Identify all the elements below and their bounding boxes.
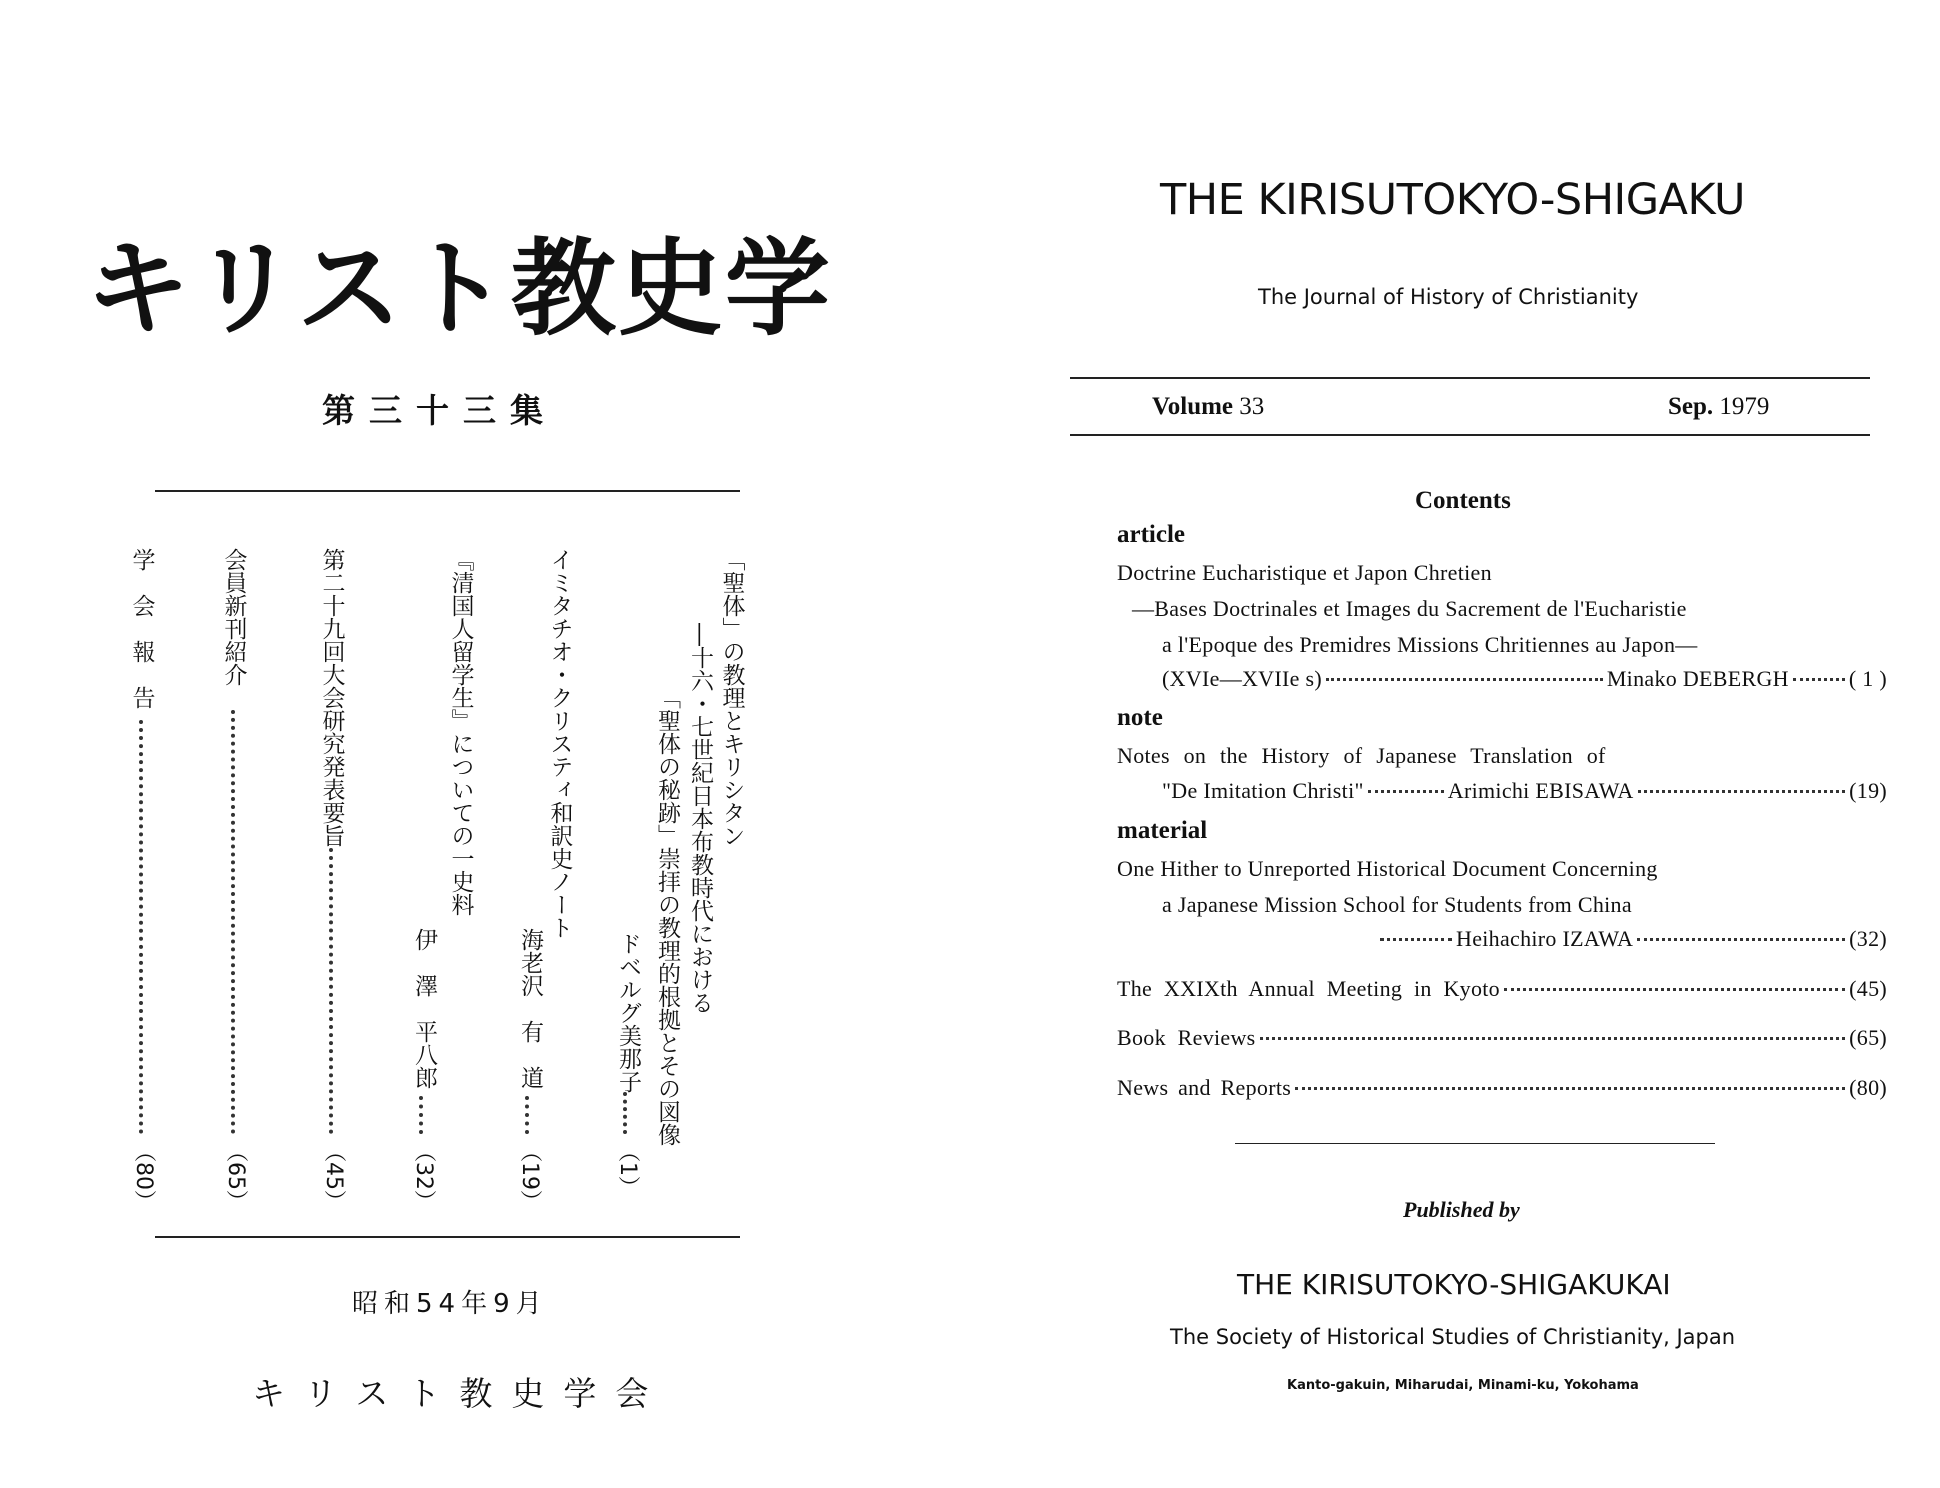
material-author: Heihachiro IZAWA bbox=[1456, 926, 1634, 951]
toc-leader bbox=[1504, 988, 1845, 991]
toc-entry-1-subtitle-2: 「聖体の秘跡」崇拝の教理的根拠とその図像 bbox=[654, 686, 680, 1146]
publication-date-jp: 昭和54年9月 bbox=[352, 1289, 548, 1319]
publisher-address: Kanto-gakuin, Miharudai, Minami-ku, Yokohama bbox=[1287, 1378, 1639, 1393]
note-title-line2: "De Imitation Christi" bbox=[1162, 778, 1364, 803]
publisher-society: The Society of Historical Studies of Christianity, Japan bbox=[1170, 1325, 1736, 1349]
toc-entry-6-title: 学 会 報 告 bbox=[128, 548, 155, 709]
toc-entry-book-reviews: Book Reviews (65) bbox=[1117, 1025, 1887, 1050]
toc-entry-6-page: （80） bbox=[131, 1140, 156, 1212]
note-page: (19) bbox=[1849, 778, 1887, 803]
journal-subtitle-en: The Journal of History of Christianity bbox=[1258, 285, 1639, 309]
material-title-line2: a Japanese Mission School for Students from China bbox=[1162, 892, 1632, 917]
toc-leader bbox=[623, 1092, 627, 1134]
toc-entry-1-subtitle-1: ―十六・七世紀日本布教時代における bbox=[687, 623, 713, 1014]
article-title-line4: (XVIe―XVIIe s) bbox=[1162, 666, 1322, 691]
published-by-label: Published by bbox=[1403, 1197, 1520, 1222]
note-toc-line bbox=[1162, 778, 1887, 804]
note-author: Arimichi EBISAWA bbox=[1447, 778, 1634, 803]
section-article: article bbox=[1117, 521, 1186, 548]
toc-leader bbox=[1295, 1087, 1845, 1090]
article-author: Minako DEBERGH bbox=[1606, 666, 1789, 691]
toc-entry-2-title: イミタチオ・クリスティ和訳史ノート bbox=[546, 548, 573, 939]
toc-leader bbox=[419, 1096, 423, 1134]
contents-heading: Contents bbox=[1415, 487, 1511, 514]
issue-date: Sep. 1979 bbox=[1668, 393, 1770, 420]
toc-leader bbox=[1380, 938, 1452, 941]
toc-leader bbox=[1260, 1037, 1846, 1040]
toc-leader bbox=[1793, 678, 1845, 681]
toc-entry-3-page: （32） bbox=[411, 1140, 436, 1212]
toc-entry-1-title: 「聖体」の教理とキリシタン bbox=[718, 548, 745, 847]
publisher-jp: キリスト教史学会 bbox=[252, 1374, 668, 1413]
toc-leader bbox=[1638, 790, 1846, 793]
toc-entry-3-title: 『清国人留学生』についての一史料 bbox=[447, 548, 474, 916]
toc-leader bbox=[231, 710, 235, 1134]
section-note: note bbox=[1117, 704, 1163, 731]
divider-top bbox=[1070, 377, 1870, 379]
journal-title-jp: キリスト教史学 bbox=[85, 228, 832, 350]
volume-number-jp: 第三十三集 bbox=[322, 391, 557, 430]
toc-leader bbox=[1326, 678, 1603, 681]
toc-entry-1-author: ドベルグ美那子 bbox=[615, 932, 641, 1093]
publisher-name: THE KIRISUTOKYO-SHIGAKUKAI bbox=[1237, 1268, 1671, 1301]
material-page: (32) bbox=[1849, 926, 1887, 951]
toc-leader bbox=[1637, 938, 1845, 941]
note-title-line1: Notes on the History of Japanese Translation of bbox=[1117, 743, 1606, 768]
divider-short bbox=[1235, 1143, 1715, 1144]
toc-entry-4-title: 第二十九回大会研究発表要旨 bbox=[318, 548, 345, 847]
journal-title-en: THE KIRISUTOKYO-SHIGAKU bbox=[1160, 175, 1745, 225]
article-title-line2: ―Bases Doctrinales et Images du Sacrement de l'Eucharistie bbox=[1132, 596, 1687, 621]
article-title-line3: a l'Epoque des Premidres Missions Chritiennes au Japon― bbox=[1162, 632, 1698, 657]
article-title-line1: Doctrine Eucharistique et Japon Chretien bbox=[1117, 560, 1492, 585]
toc-entry-3-author: 伊 澤 平八郎 bbox=[411, 928, 437, 1089]
article-page: ( 1 ) bbox=[1848, 666, 1887, 691]
material-toc-line bbox=[1380, 926, 1887, 952]
material-title-line1: One Hither to Unreported Historical Document Concerning bbox=[1117, 856, 1658, 881]
toc-entry-annual-meeting: The XXIXth Annual Meeting in Kyoto (45) bbox=[1117, 976, 1887, 1001]
toc-entry-5-page: （65） bbox=[223, 1140, 248, 1212]
toc-leader bbox=[525, 1096, 529, 1134]
toc-leader bbox=[139, 720, 143, 1134]
toc-entry-2-page: （19） bbox=[517, 1140, 542, 1212]
toc-leader bbox=[1368, 790, 1444, 793]
english-cover-page bbox=[1040, 0, 1940, 1488]
toc-entry-news-reports: News and Reports (80) bbox=[1117, 1075, 1887, 1100]
toc-entry-5-title: 会員新刊紹介 bbox=[220, 548, 247, 686]
japanese-cover-page bbox=[0, 0, 960, 1488]
toc-leader bbox=[329, 848, 333, 1134]
toc-entry-1-page: （1） bbox=[615, 1140, 640, 1198]
divider-bottom bbox=[1070, 434, 1870, 436]
section-material: material bbox=[1117, 817, 1208, 844]
toc-entry-2-author: 海老沢 有 道 bbox=[517, 928, 543, 1089]
article-toc-line bbox=[1162, 666, 1887, 692]
volume-label: Volume 33 bbox=[1152, 393, 1265, 420]
toc-entry-4-page: （45） bbox=[321, 1140, 346, 1212]
divider-bottom bbox=[155, 1236, 740, 1238]
divider-top bbox=[155, 490, 740, 492]
